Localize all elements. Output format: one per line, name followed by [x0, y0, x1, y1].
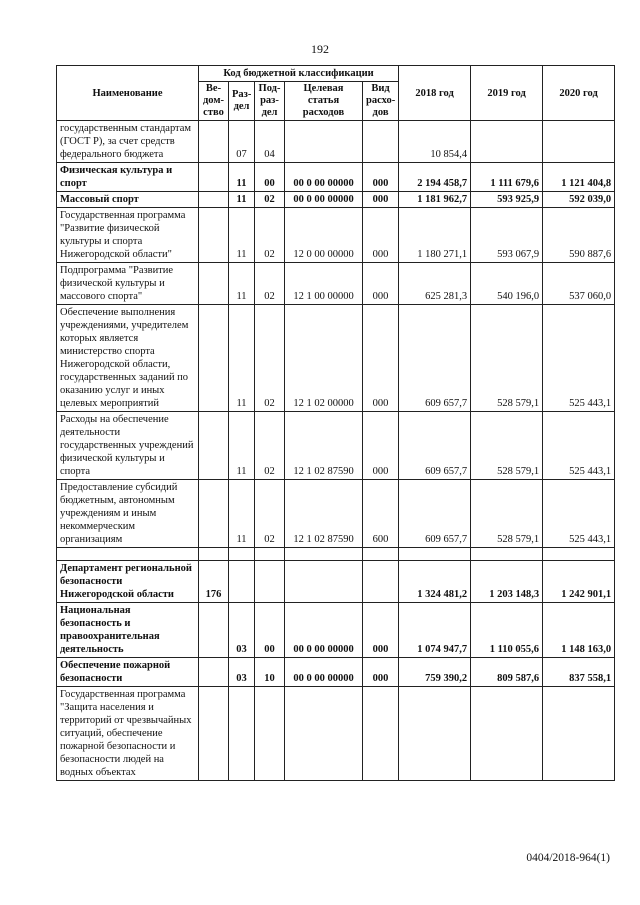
cell-y2020: 837 558,1	[543, 658, 615, 687]
cell-razdel: 11	[229, 305, 255, 412]
cell-name: Обеспечение пожарной безопасности	[57, 658, 199, 687]
cell-ved	[199, 603, 229, 658]
table-row	[57, 208, 615, 263]
cell-y2018: 759 390,2	[399, 658, 471, 687]
cell-ved	[199, 305, 229, 412]
cell-celevaya: 12 0 00 00000	[285, 208, 363, 263]
table-row	[57, 480, 615, 548]
cell-y2020: 525 443,1	[543, 412, 615, 480]
table-cell	[471, 548, 543, 561]
cell-name: государственным стандартам (ГОСТ Р), за счет средств федерального бюджета	[57, 121, 199, 163]
cell-razdel	[229, 561, 255, 603]
cell-ved	[199, 263, 229, 305]
cell-razdel: 11	[229, 208, 255, 263]
cell-ved	[199, 192, 229, 208]
cell-y2018: 1 180 271,1	[399, 208, 471, 263]
cell-ved	[199, 208, 229, 263]
cell-name: Подпрограмма "Развитие физической культуры и массового спорта"	[57, 263, 199, 305]
cell-y2019: 593 067,9	[471, 208, 543, 263]
cell-razdel: 07	[229, 121, 255, 163]
cell-celevaya	[285, 561, 363, 603]
table-row	[57, 561, 615, 603]
cell-podrazdel: 02	[255, 263, 285, 305]
cell-podrazdel: 02	[255, 305, 285, 412]
budget-table	[56, 65, 615, 781]
page-number: 192	[311, 42, 329, 56]
cell-podrazdel: 02	[255, 208, 285, 263]
cell-y2019: 1 111 679,6	[471, 163, 543, 192]
cell-razdel: 03	[229, 658, 255, 687]
cell-name: Расходы на обеспечение деятельности государственных учреждений физической культуры и спорта	[57, 412, 199, 480]
table-row	[57, 548, 615, 561]
header-podrazdel: Под- раз- дел	[255, 82, 285, 121]
cell-podrazdel: 04	[255, 121, 285, 163]
cell-podrazdel: 02	[255, 412, 285, 480]
header-2019: 2019 год	[471, 66, 543, 121]
cell-name: Государственная программа "Защита населения и территорий от чрезвычайных ситуаций, обеспечение пожарной безопасности и безопасности людей на водных объектах	[57, 687, 199, 781]
cell-razdel: 03	[229, 603, 255, 658]
cell-podrazdel: 00	[255, 163, 285, 192]
cell-name: Физическая культура и спорт	[57, 163, 199, 192]
cell-y2020: 537 060,0	[543, 263, 615, 305]
cell-podrazdel	[255, 561, 285, 603]
cell-y2019	[471, 687, 543, 781]
header-celevaya: Целевая статья расходов	[285, 82, 363, 121]
table-row	[57, 658, 615, 687]
cell-vid: 000	[363, 192, 399, 208]
cell-y2020: 1 148 163,0	[543, 603, 615, 658]
cell-podrazdel: 02	[255, 192, 285, 208]
cell-y2020: 592 039,0	[543, 192, 615, 208]
cell-ved	[199, 412, 229, 480]
cell-y2020: 525 443,1	[543, 305, 615, 412]
cell-y2018: 609 657,7	[399, 480, 471, 548]
cell-y2018: 2 194 458,7	[399, 163, 471, 192]
cell-y2019: 809 587,6	[471, 658, 543, 687]
cell-y2018	[399, 687, 471, 781]
table-cell	[255, 548, 285, 561]
cell-name: Департамент региональной безопасности Нижегородской области	[57, 561, 199, 603]
cell-vid: 000	[363, 163, 399, 192]
cell-vid: 000	[363, 208, 399, 263]
cell-celevaya: 12 1 02 87590	[285, 480, 363, 548]
cell-y2020	[543, 687, 615, 781]
cell-name: Предоставление субсидий бюджетным, автономным учреждениям и иным некоммерческим организациям	[57, 480, 199, 548]
cell-podrazdel: 00	[255, 603, 285, 658]
table-body	[57, 121, 615, 781]
cell-y2019: 540 196,0	[471, 263, 543, 305]
cell-y2018: 1 074 947,7	[399, 603, 471, 658]
cell-y2018: 1 181 962,7	[399, 192, 471, 208]
cell-vid: 000	[363, 412, 399, 480]
cell-razdel: 11	[229, 412, 255, 480]
cell-name: Обеспечение выполнения учреждениями, учредителем которых является министерство спорта Нижегородской области, государственных заданий по оказанию услуг и иных целевых мероприятий	[57, 305, 199, 412]
table-row	[57, 121, 615, 163]
cell-vid	[363, 561, 399, 603]
cell-ved	[199, 163, 229, 192]
cell-razdel: 11	[229, 480, 255, 548]
table-row	[57, 263, 615, 305]
header-name: Наименование	[57, 66, 199, 121]
header-code-group: Код бюджетной классификации	[199, 66, 399, 82]
cell-y2019: 528 579,1	[471, 305, 543, 412]
cell-y2018: 609 657,7	[399, 305, 471, 412]
cell-razdel	[229, 687, 255, 781]
table-row	[57, 687, 615, 781]
cell-vid: 000	[363, 658, 399, 687]
cell-celevaya: 12 1 02 87590	[285, 412, 363, 480]
cell-celevaya: 00 0 00 00000	[285, 603, 363, 658]
table-row	[57, 412, 615, 480]
header-vid: Вид расхо- дов	[363, 82, 399, 121]
table-row	[57, 305, 615, 412]
table-cell	[229, 548, 255, 561]
cell-y2019: 593 925,9	[471, 192, 543, 208]
header-ved: Ве- дом- ство	[199, 82, 229, 121]
cell-celevaya: 12 1 02 00000	[285, 305, 363, 412]
table-cell	[399, 548, 471, 561]
header-razdel: Раз- дел	[229, 82, 255, 121]
cell-vid: 000	[363, 305, 399, 412]
table-cell	[543, 548, 615, 561]
cell-podrazdel: 10	[255, 658, 285, 687]
table-cell	[363, 548, 399, 561]
cell-podrazdel: 02	[255, 480, 285, 548]
cell-ved	[199, 687, 229, 781]
document-number: 0404/2018-964(1)	[526, 852, 610, 864]
cell-name: Национальная безопасность и правоохранительная деятельность	[57, 603, 199, 658]
cell-celevaya: 00 0 00 00000	[285, 163, 363, 192]
cell-vid	[363, 687, 399, 781]
cell-y2019: 528 579,1	[471, 412, 543, 480]
cell-podrazdel	[255, 687, 285, 781]
table-row	[57, 603, 615, 658]
cell-y2018: 1 324 481,2	[399, 561, 471, 603]
cell-ved	[199, 480, 229, 548]
cell-y2019	[471, 121, 543, 163]
cell-y2018: 609 657,7	[399, 412, 471, 480]
cell-y2020	[543, 121, 615, 163]
cell-ved	[199, 121, 229, 163]
header-2020: 2020 год	[543, 66, 615, 121]
cell-y2019: 528 579,1	[471, 480, 543, 548]
cell-vid: 000	[363, 603, 399, 658]
cell-y2019: 1 203 148,3	[471, 561, 543, 603]
table-cell	[57, 548, 199, 561]
cell-y2018: 10 854,4	[399, 121, 471, 163]
table-row	[57, 163, 615, 192]
cell-vid	[363, 121, 399, 163]
table-cell	[285, 548, 363, 561]
cell-y2020: 525 443,1	[543, 480, 615, 548]
cell-razdel: 11	[229, 192, 255, 208]
cell-y2018: 625 281,3	[399, 263, 471, 305]
cell-celevaya: 00 0 00 00000	[285, 192, 363, 208]
cell-celevaya: 12 1 00 00000	[285, 263, 363, 305]
cell-y2019: 1 110 055,6	[471, 603, 543, 658]
table-row	[57, 192, 615, 208]
cell-name: Массовый спорт	[57, 192, 199, 208]
table-cell	[199, 548, 229, 561]
cell-razdel: 11	[229, 163, 255, 192]
cell-name: Государственная программа "Развитие физической культуры и спорта Нижегородской области"	[57, 208, 199, 263]
cell-vid: 600	[363, 480, 399, 548]
header-2018: 2018 год	[399, 66, 471, 121]
cell-y2020: 590 887,6	[543, 208, 615, 263]
cell-y2020: 1 242 901,1	[543, 561, 615, 603]
cell-ved	[199, 658, 229, 687]
cell-ved: 176	[199, 561, 229, 603]
cell-celevaya: 00 0 00 00000	[285, 658, 363, 687]
cell-celevaya	[285, 687, 363, 781]
cell-razdel: 11	[229, 263, 255, 305]
cell-y2020: 1 121 404,8	[543, 163, 615, 192]
cell-celevaya	[285, 121, 363, 163]
cell-vid: 000	[363, 263, 399, 305]
